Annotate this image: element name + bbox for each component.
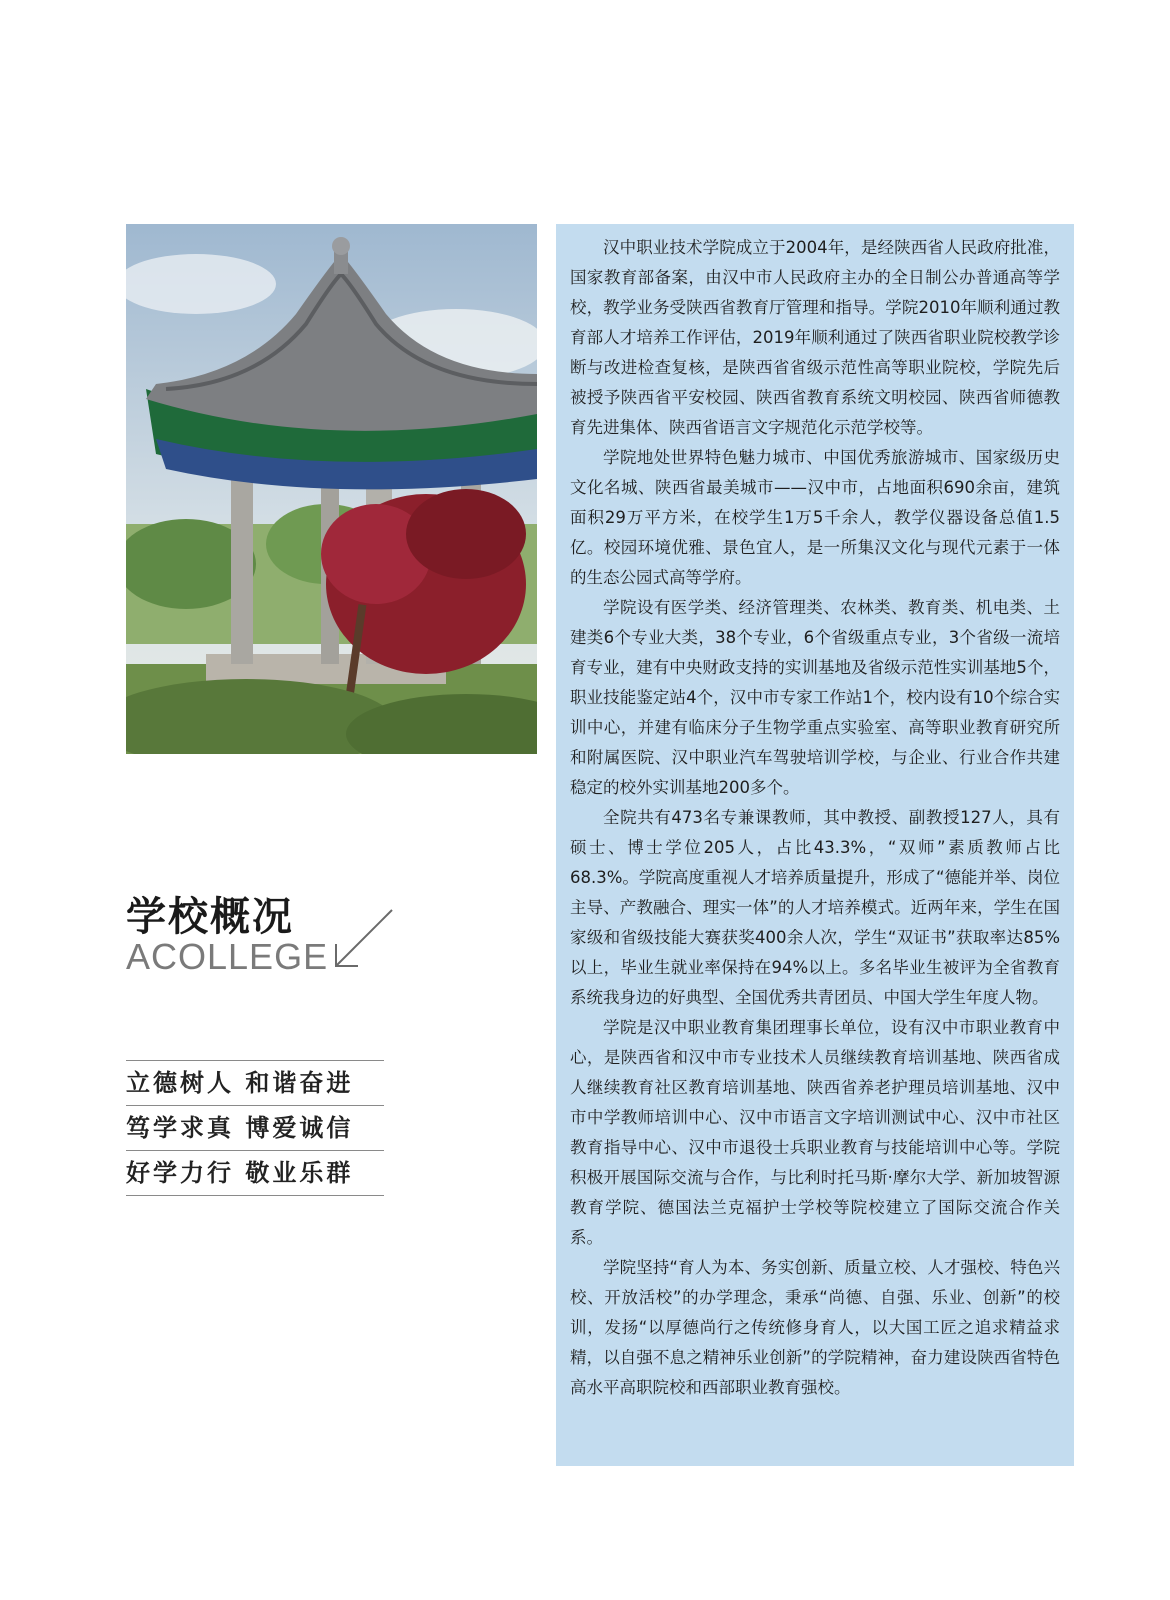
intro-paragraph: 学院坚持“育人为本、务实创新、质量立校、人才强校、特色兴校、开放活校”的办学理念，秉承“尚德、自强、乐业、创新”的校训，发扬“以厚德尚行之传统修身育人，以大国工匠之追求精益求精，以自强不息之精神乐业创新”的学院精神，奋力建设陕西省特色高水平高职院校和西部职业教育强校。 — [570, 1258, 1060, 1397]
pavilion-illustration — [126, 224, 537, 754]
section-subtitle: ACOLLEGE — [126, 936, 329, 977]
intro-paragraph: 全院共有473名专兼课教师，其中教授、副教授127人，具有硕士、博士学位205人，占比43.3%，“双师”素质教师占比68.3%。学院高度重视人才培养质量提升，形成了“德能并举、岗位主导、产教融合、理实一体”的人才培养模式。近两年来，学生在国家级和省级技能大赛获奖400余人次，学生“双证书”获取率达85%以上，毕业生就业率保持在94%以上。多名毕业生被评为全省教育系统我身边的好典型、全国优秀共青团员、中国大学生年度人物。 — [570, 808, 1060, 1007]
intro-paragraph: 学院是汉中职业教育集团理事长单位，设有汉中市职业教育中心，是陕西省和汉中市专业技术人员继续教育培训基地、陕西省成人继续教育社区教育培训基地、陕西省养老护理员培训基地、汉中市中学教师培训中心、汉中市语言文字培训测试中心、汉中市社区教育指导中心、汉中市退役士兵职业教育与技能培训中心等。学院积极开展国际交流与合作，与比利时托马斯·摩尔大学、新加坡智源教育学院、德国法兰克福护士学校等院校建立了国际交流合作关系。 — [570, 1018, 1060, 1247]
motto-line: 笃学求真 博爱诚信 — [126, 1105, 384, 1150]
motto-line: 好学力行 敬业乐群 — [126, 1150, 384, 1196]
intro-paragraph: 学院地处世界特色魅力城市、中国优秀旅游城市、国家级历史文化名城、陕西省最美城市——汉中市，占地面积690余亩，建筑面积29万平方米，在校学生1万5千余人，教学仪器设备总值1.5亿。校园环境优雅、景色宜人，是一所集汉文化与现代元素于一体的生态公园式高等学府。 — [570, 448, 1060, 587]
motto-line: 立德树人 和谐奋进 — [126, 1060, 384, 1105]
school-motto — [126, 1060, 384, 1196]
introduction-text-panel — [556, 224, 1074, 1466]
intro-paragraph: 学院设有医学类、经济管理类、农林类、教育类、机电类、土建类6个专业大类，38个专业，6个省级重点专业，3个省级一流培育专业，建有中央财政支持的实训基地及省级示范性实训基地5个，职业技能鉴定站4个，汉中市专家工作站1个，校内设有10个综合实训中心，并建有临床分子生物学重点实验室、高等职业教育研究所和附属医院、汉中职业汽车驾驶培训学校，与企业、行业合作共建稳定的校外实训基地200多个。 — [570, 598, 1060, 797]
intro-paragraph: 汉中职业技术学院成立于2004年，是经陕西省人民政府批准，国家教育部备案，由汉中市人民政府主办的全日制公办普通高等学校，教学业务受陕西省教育厅管理和指导。学院2010年顺利通过教育部人才培养工作评估，2019年顺利通过了陕西省职业院校教学诊断与改进检查复核，是陕西省省级示范性高等职业院校，学院先后被授予陕西省平安校园、陕西省教育系统文明校园、陕西省师德教育先进集体、陕西省语言文字规范化示范学校等。 — [570, 238, 1060, 437]
section-title: 学校概况 — [126, 894, 294, 940]
campus-pavilion-photo — [126, 224, 537, 754]
arrow-down-left-icon — [330, 906, 396, 972]
